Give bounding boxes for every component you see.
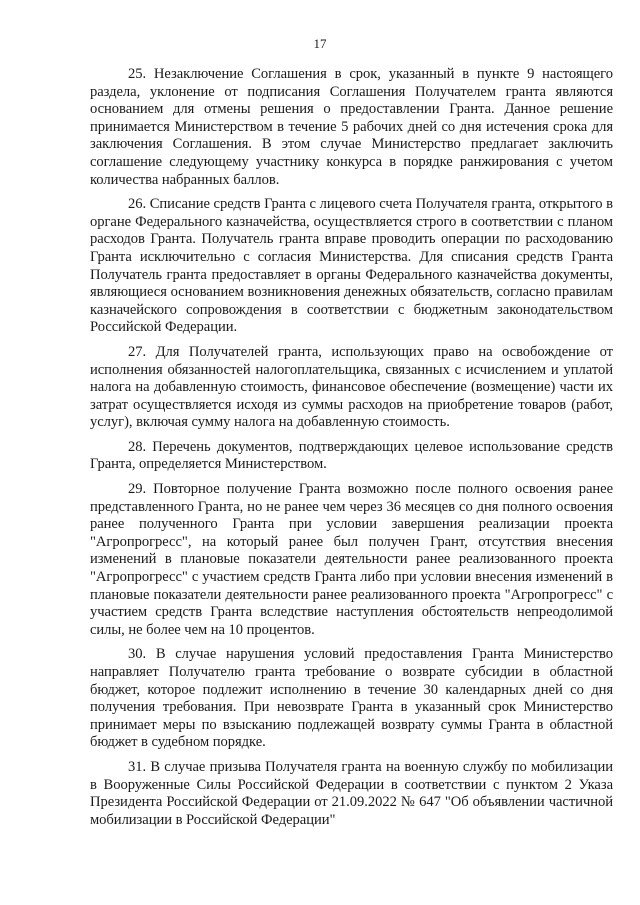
page-number: 17 (313, 36, 327, 51)
paragraph-25: 25. Незаключение Соглашения в срок, указанный в пункте 9 настоящего раздела, уклонение от подписания Соглашения Получателем гранта являются основанием для отмены решения о предоставлении Гранта. Данное решение принимается Министерством в течение 5 рабочих дней со дня истечения срока для заключения Соглашения. В этом случае Министерство предлагает заключить соглашение следующему участнику конкурса в порядке ранжирования с учетом количества набранных баллов. (90, 66, 613, 188)
document-body (90, 66, 613, 829)
paragraph-30: 30. В случае нарушения условий предоставления Гранта Министерство направляет Получателю гранта требование о возврате субсидии в областной бюджет, которое подлежит исполнению в течение 30 календарных дней со дня получения требования. При невозврате Гранта в указанный срок Министерство принимает меры по взысканию подлежащей возврату суммы Гранта в областной бюджет в судебном порядке. (90, 646, 613, 751)
paragraph-28: 28. Перечень документов, подтверждающих целевое использование средств Гранта, определяется Министерством. (90, 438, 613, 473)
paragraph-26: 26. Списание средств Гранта с лицевого счета Получателя гранта, открытого в органе Федерального казначейства, осуществляется строго в соответствии с планом расходов Гранта. Получатель гранта вправе проводить операции по расходованию Гранта исключительно с согласия Министерства. Для списания средств Гранта Получатель гранта предоставляет в органы Федерального казначейства документы, являющиеся основанием возникновения денежных обязательств, согласно правилам казначейского сопровождения в соответствии с бюджетным законодательством Российской Федерации. (90, 196, 613, 336)
paragraph-31: 31. В случае призыва Получателя гранта на военную службу по мобилизации в Вооруженные Силы Российской Федерации в соответствии с пунктом 2 Указа Президента Российской Федерации от 21.09.2022 № 647 "Об объявлении частичной мобилизации в Российской Федерации" (90, 758, 613, 828)
paragraph-29: 29. Повторное получение Гранта возможно после полного освоения ранее представленного Гранта, но не ранее чем через 36 месяцев со дня полного освоения ранее полученного Гранта при условии завершения реализации проекта "Агропрогресс", на который ранее был получен Грант, отсутствия внесения изменений в плановые показатели деятельности ранее реализованного проекта "Агропрогресс" с участием средств Гранта либо при условии внесения изменений в плановые показатели деятельности ранее реализованного проекта "Агропрогресс" с участием средств Гранта вследствие наступления обстоятельств непреодолимой силы, не более чем на 10 процентов. (90, 481, 613, 638)
paragraph-27: 27. Для Получателей гранта, использующих право на освобождение от исполнения обязанностей налогоплательщика, связанных с исчислением и уплатой налога на добавленную стоимость, финансовое обеспечение (возмещение) части их затрат осуществляется исходя из суммы расходов на приобретение товаров (работ, услуг), включая сумму налога на добавленную стоимость. (90, 343, 613, 431)
